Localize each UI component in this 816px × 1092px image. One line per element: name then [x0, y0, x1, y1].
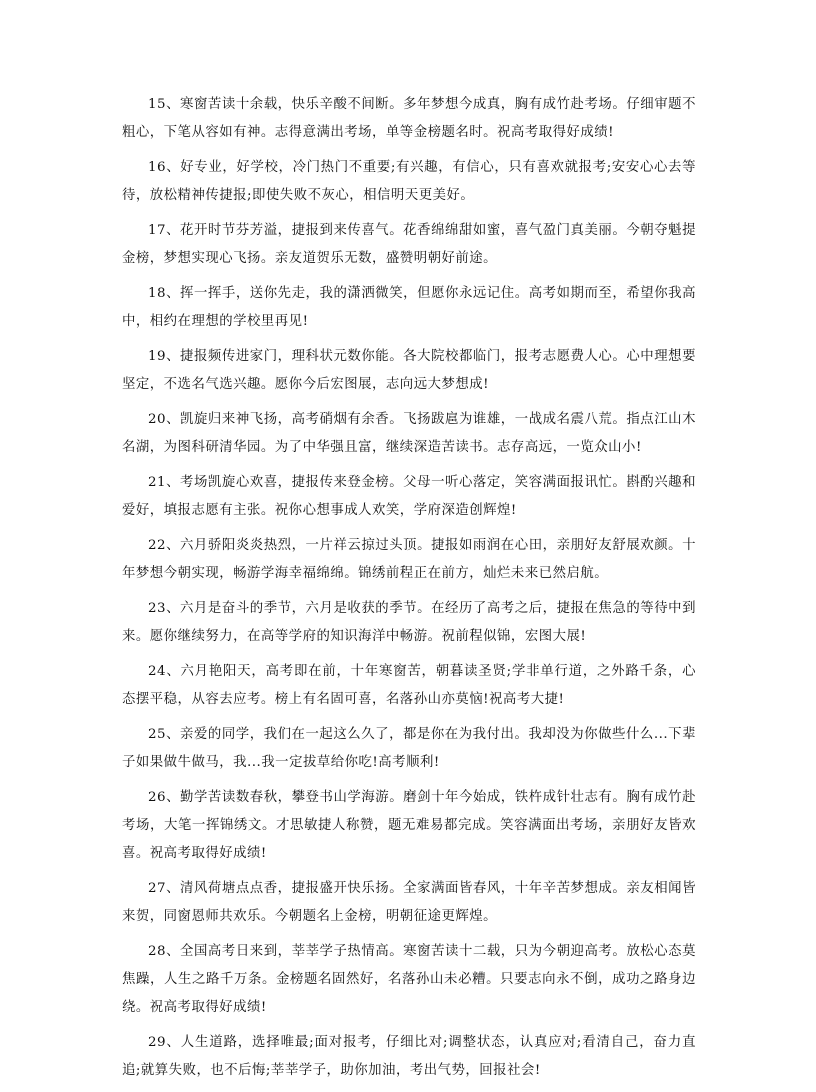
paragraph-22: 22、六月骄阳炎炎热烈，一片祥云掠过头顶。捷报如雨润在心田，亲朋好友舒展欢颜。十年梦想今朝实现，畅游学海幸福绵绵。锦绣前程正在前方，灿烂未来已然启航。	[122, 538, 696, 581]
paragraph-15: 15、寒窗苦读十余载，快乐辛酸不间断。多年梦想今成真，胸有成竹赴考场。仔细审题不粗心，下笔从容如有神。志得意满出考场，单等金榜题名时。祝高考取得好成绩!	[122, 97, 696, 140]
paragraph-26: 26、勤学苦读数春秋，攀登书山学海游。磨剑十年今始成，铁杵成针壮志有。胸有成竹赴考场，大笔一挥锦绣文。才思敏捷人称赞，题无难易都完成。笑容满面出考场，亲朋好友皆欢喜。祝高考取得好成绩!	[122, 790, 696, 861]
paragraph-16: 16、好专业，好学校，冷门热门不重要;有兴趣，有信心，只有喜欢就报考;安安心心去等待，放松精神传捷报;即使失败不灰心，相信明天更美好。	[122, 160, 696, 203]
paragraph-29: 29、人生道路，选择唯最;面对报考，仔细比对;调整状态，认真应对;看清自己，奋力直追;就算失败，也不后悔;莘莘学子，助你加油，考出气势，回报社会!	[122, 1035, 696, 1078]
paragraph-28: 28、全国高考日来到，莘莘学子热情高。寒窗苦读十二载，只为今朝迎高考。放松心态莫焦躁，人生之路千万条。金榜题名固然好，名落孙山未必糟。只要志向永不倒，成功之路身边绕。祝高考取得好成绩!	[122, 944, 696, 1015]
paragraph-18: 18、挥一挥手，送你先走，我的潇洒微笑，但愿你永远记住。高考如期而至，希望你我高中，相约在理想的学校里再见!	[122, 286, 696, 329]
paragraph-20: 20、凯旋归来神飞扬，高考硝烟有余香。飞扬跋扈为谁雄，一战成名震八荒。指点江山木名湖，为图科研清华园。为了中华强且富，继续深造苦读书。志存高远，一览众山小!	[122, 412, 696, 455]
paragraph-17: 17、花开时节芬芳溢，捷报到来传喜气。花香绵绵甜如蜜，喜气盈门真美丽。今朝夺魁提金榜，梦想实现心飞扬。亲友道贺乐无数，盛赞明朝好前途。	[122, 223, 696, 266]
paragraph-23: 23、六月是奋斗的季节，六月是收获的季节。在经历了高考之后，捷报在焦急的等待中到来。愿你继续努力，在高等学府的知识海洋中畅游。祝前程似锦，宏图大展!	[122, 601, 696, 644]
paragraph-25: 25、亲爱的同学，我们在一起这么久了，都是你在为我付出。我却没为你做些什么...下辈子如果做牛做马，我...我一定拔草给你吃!高考顺利!	[122, 727, 696, 770]
paragraph-21: 21、考场凯旋心欢喜，捷报传来登金榜。父母一听心落定，笑容满面报讯忙。斟酌兴趣和爱好，填报志愿有主张。祝你心想事成人欢笑，学府深造创辉煌!	[122, 475, 696, 518]
paragraph-24: 24、六月艳阳天，高考即在前，十年寒窗苦，朝暮读圣贤;学非单行道，之外路千条，心态摆平稳，从容去应考。榜上有名固可喜，名落孙山亦莫恼!祝高考大捷!	[122, 664, 696, 707]
document-body	[122, 91, 696, 1092]
paragraph-27: 27、清风荷塘点点香，捷报盛开快乐扬。全家满面皆春风，十年辛苦梦想成。亲友相闻皆来贺，同窗恩师共欢乐。今朝题名上金榜，明朝征途更辉煌。	[122, 881, 696, 924]
paragraph-19: 19、捷报频传进家门，理科状元数你能。各大院校都临门，报考志愿费人心。心中理想要坚定，不选名气选兴趣。愿你今后宏图展，志向远大梦想成!	[122, 349, 696, 392]
